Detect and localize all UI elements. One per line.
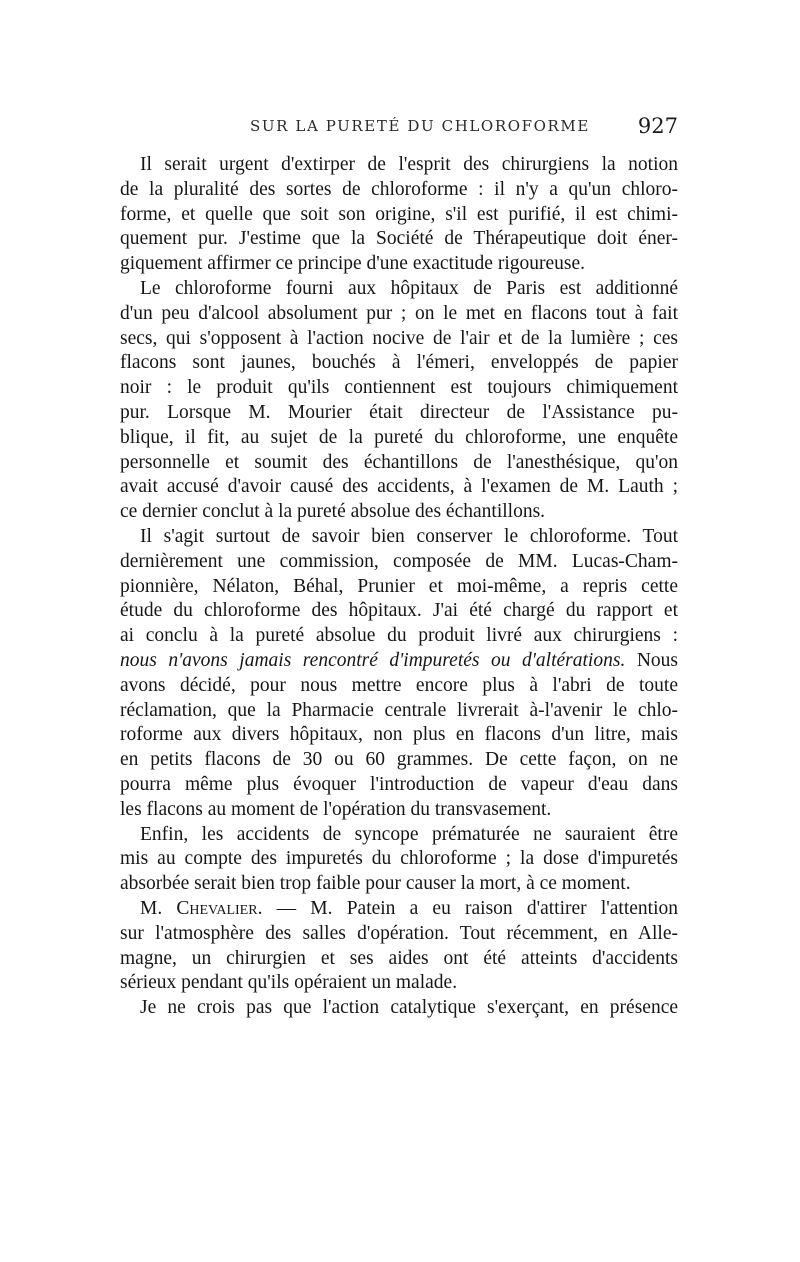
text-line: ce dernier conclut à la pureté absolue des échantillons. — [120, 501, 546, 523]
running-title: SUR LA PURETÉ DU CHLOROFORME — [250, 117, 590, 135]
text-line: absorbée serait bien trop faible pour causer la mort, à ce moment. — [120, 873, 631, 895]
text-line: sur l'atmosphère des salles d'opération. Tout récemment, en Alle- — [120, 922, 678, 944]
text-line: giquement affirmer ce principe d'une exactitude rigoureuse. — [120, 253, 586, 275]
text-line — [120, 649, 678, 674]
text-line: sérieux pendant qu'ils opéraient un malade. — [120, 972, 458, 994]
text-line: dernièrement une commission, composée de MM. Lucas-Cham- — [120, 550, 678, 572]
text-line: Le chloroforme fourni aux hôpitaux de Paris est additionné — [140, 277, 678, 299]
text-line: noir : le produit qu'ils contiennent est toujours chimiquement — [120, 377, 678, 399]
paragraph — [120, 525, 678, 823]
text-line: pionnière, Nélaton, Béhal, Prunier et moi-même, a repris cette — [120, 575, 678, 597]
paragraph — [120, 153, 678, 277]
text-line: d'un peu d'alcool absolument pur ; on le met en flacons tout à fait — [120, 302, 678, 324]
text-line: magne, un chirurgien et ses aides ont été atteints d'accidents — [120, 947, 678, 969]
text-line: flacons sont jaunes, bouchés à l'émeri, enveloppés de papier — [120, 352, 678, 374]
text-line: personnelle et soumit des échantillons de l'anesthésique, qu'on — [120, 451, 678, 473]
text-line: roforme aux divers hôpitaux, non plus en flacons d'un litre, mais — [120, 724, 678, 746]
text-line: pur. Lorsque M. Mourier était directeur de l'Assistance pu- — [120, 401, 678, 423]
text-line: blique, il fit, au sujet de la pureté du chloroforme, une enquête — [120, 426, 678, 448]
paragraph — [120, 996, 678, 1021]
text-line: forme, et quelle que soit son origine, s'il est purifié, il est chimi- — [120, 203, 678, 225]
text-line: ai conclu à la pureté absolue du produit livré aux chirurgiens : — [120, 625, 678, 647]
body-text — [120, 153, 678, 1021]
paragraph — [120, 823, 678, 897]
text-line — [120, 897, 678, 922]
text-fragment: Nous — [625, 649, 679, 671]
text-line: de la pluralité des sortes de chloroforme : il n'y a qu'un chloro- — [120, 178, 678, 200]
text-fragment: — M. Patein a eu raison d'attirer l'attention — [262, 897, 678, 919]
text-line: pourra même plus évoquer l'introduction de vapeur d'eau dans — [120, 773, 678, 795]
text-line: étude du chloroforme des hôpitaux. J'ai été chargé du rapport et — [120, 600, 678, 622]
text-line: mis au compte des impuretés du chloroforme ; la dose d'impuretés — [120, 848, 678, 870]
text-line: avait accusé d'avoir causé des accidents, à l'examen de M. Lauth ; — [120, 476, 678, 498]
paragraph — [120, 897, 678, 996]
italic-quote: nous n'avons jamais rencontré d'impuretés ou d'altérations. — [120, 649, 626, 671]
text-line: avons décidé, pour nous mettre encore plus à l'abri de toute — [120, 674, 678, 696]
text-line: réclamation, que la Pharmacie centrale livrerait à-l'avenir le chlo- — [120, 699, 678, 721]
text-line: Enfin, les accidents de syncope prématurée ne sauraient être — [140, 823, 678, 845]
page-number: 927 — [637, 114, 678, 138]
running-head — [120, 114, 678, 144]
text-line: Je ne crois pas que l'action catalytique s'exerçant, en présence — [140, 997, 678, 1019]
paragraph — [120, 277, 678, 525]
text-line: quement pur. J'estime que la Société de Thérapeutique doit éner- — [120, 228, 678, 250]
speaker-name: M. Chevalier. — [140, 897, 263, 919]
text-line: en petits flacons de 30 ou 60 grammes. De cette façon, on ne — [120, 749, 678, 771]
text-line: les flacons au moment de l'opération du transvasement. — [120, 798, 552, 820]
text-line: Il serait urgent d'extirper de l'esprit des chirurgiens la notion — [140, 154, 678, 175]
text-line: secs, qui s'opposent à l'action nocive de l'air et de la lumière ; ces — [120, 327, 678, 349]
text-line: Il s'agit surtout de savoir bien conserver le chloroforme. Tout — [140, 525, 678, 547]
